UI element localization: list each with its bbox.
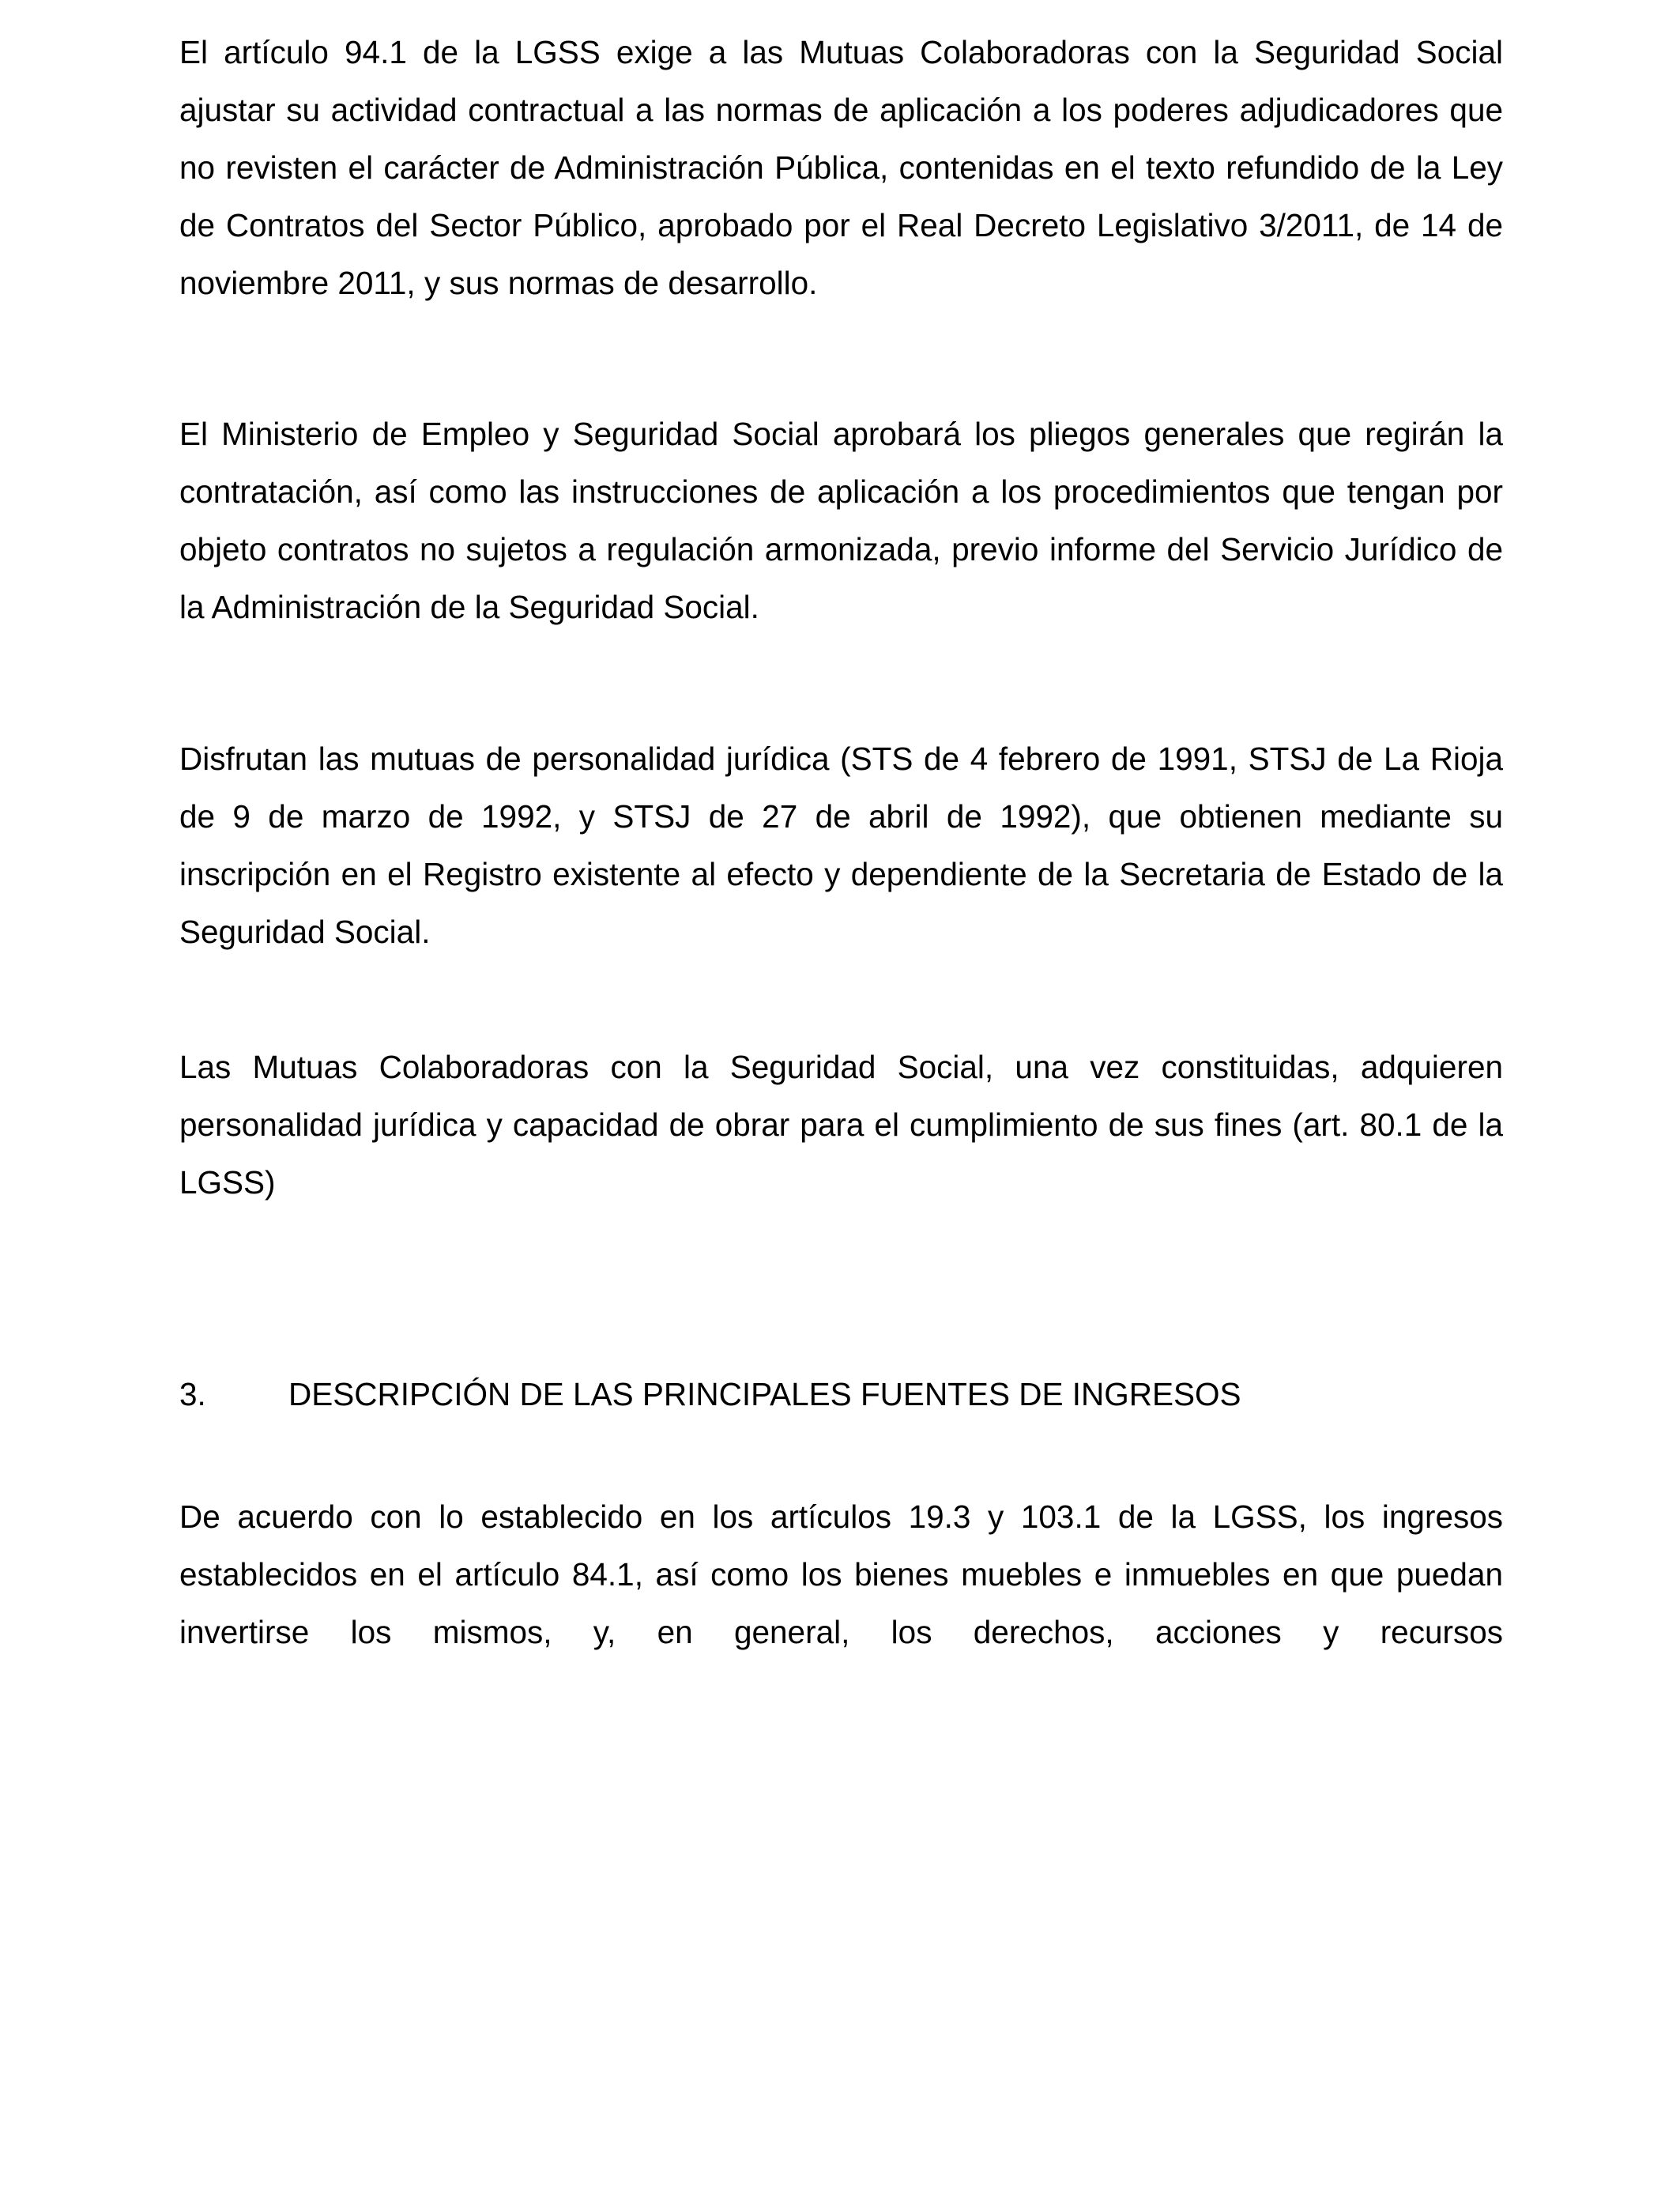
section-number: 3. xyxy=(179,1376,206,1412)
paragraph-income-sources: De acuerdo con lo establecido en los artículos 19.3 y 103.1 de la LGSS, los ingresos establecidos en el artículo 84.1, así como los bienes muebles e inmuebles en que puedan invertirse los mismos, y, en general, los derechos, acciones y recursos xyxy=(179,1498,1503,1650)
section-title: DESCRIPCIÓN DE LAS PRINCIPALES FUENTES DE INGRESOS xyxy=(288,1376,1241,1412)
paragraph-legal-personality: Disfrutan las mutuas de personalidad jurídica (STS de 4 febrero de 1991, STSJ de La Rioja de 9 de marzo de 1992, y STSJ de 27 de abril de 1992), que obtienen mediante su inscripción en el Registro existente al efecto y dependiente de la Secretaria de Estado de la Seguridad Social. xyxy=(179,741,1503,950)
paragraph-contract-activity: El artículo 94.1 de la LGSS exige a las Mutuas Colaboradoras con la Seguridad Social ajustar su actividad contractual a las normas de aplicación a los poderes adjudicadores que no revisten el carácter de Administración Pública, contenidas en el texto refundido de la Ley de Contratos del Sector Público, aprobado por el Real Decreto Legislativo 3/2011, de 14 de noviembre 2011, y sus normas de desarrollo. xyxy=(179,34,1503,301)
paragraph-capacity: Las Mutuas Colaboradoras con la Seguridad Social, una vez constituidas, adquieren personalidad jurídica y capacidad de obrar para el cumplimiento de sus fines (art. 80.1 de la LGSS) xyxy=(179,1049,1503,1201)
section-heading xyxy=(179,1366,1241,1423)
paragraph-ministry-approval: El Ministerio de Empleo y Seguridad Social aprobará los pliegos generales que regirán la contratación, así como las instrucciones de aplicación a los procedimientos que tengan por objeto contratos no sujetos a regulación armonizada, previo informe del Servicio Jurídico de la Administración de la Seguridad Social. xyxy=(179,416,1503,625)
